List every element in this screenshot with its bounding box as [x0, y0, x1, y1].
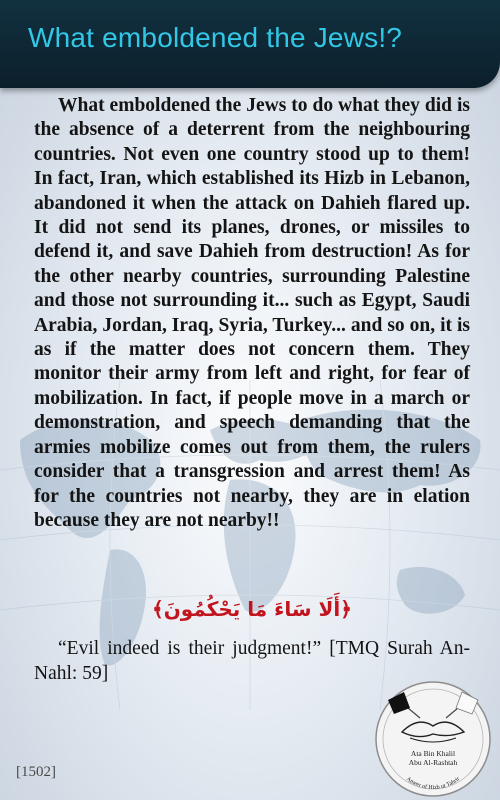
signature-seal — [374, 680, 492, 798]
issue-number: [1502] — [16, 764, 56, 780]
page-title: What emboldened the Jews!? — [28, 22, 403, 53]
seal-title: Ameer of Hizb ut Tahrir — [404, 776, 462, 792]
verse-translation: “Evil indeed is their judgment!” [TMQ Surah An-Nahl: 59] — [34, 638, 470, 684]
arabic-verse: ﴿أَلَا سَاءَ مَا يَحْكُمُونَ﴾ — [152, 597, 352, 621]
seal-name-line1: Ata Bin Khalil — [410, 749, 456, 758]
header-bar — [0, 0, 500, 88]
seal-name-line2: Abu Al-Rashtah — [408, 758, 458, 767]
article-body: What emboldened the Jews to do what they did is the absence of a deterrent from the neighbouring countries. Not even one country stood up to them! In fact, Iran, which established its Hizb in Lebanon, abandoned it when the attack on Dahieh flared up. It did not send its planes, drones, or missiles to defend it, and save Dahieh from destruction! As for the other nearby countries, surrounding Palestine and those not surrounding it... such as Egypt, Saudi Arabia, Jordan, Iraq, Syria, Turkey... and so on, it is as if the matter does not concern them. They monitor their army from left and right, for fear of mobilization. In fact, if people move in a march or demonstration, and speech demanding that the armies mobilize comes out from them, the rulers consider that a transgression and arrest them! As for the countries not nearby, they are in elation because they are not nearby!! — [34, 95, 470, 531]
